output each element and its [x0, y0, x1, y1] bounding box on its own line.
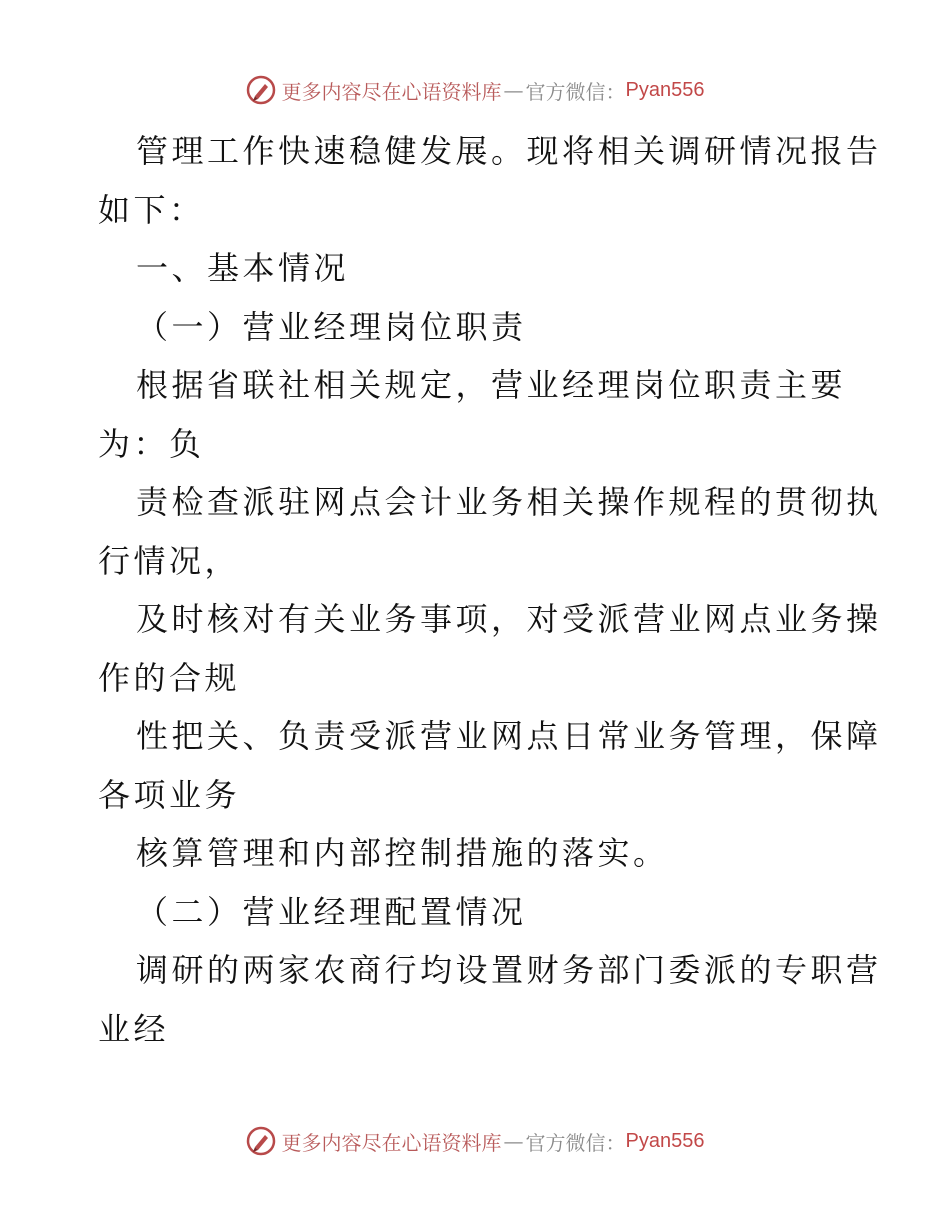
text-line: 各项业务	[98, 775, 241, 814]
pen-logo-icon	[246, 75, 276, 105]
watermark-separator: —	[503, 1129, 524, 1153]
text-line: 责检查派驻网点会计业务相关操作规程的贯彻执	[136, 483, 882, 521]
text-line: 为：负	[98, 424, 205, 463]
watermark-separator: —	[503, 78, 524, 102]
section-heading: 一、基本情况	[136, 249, 350, 287]
watermark-wechat-id: Pyan556	[625, 78, 705, 101]
subsection-heading: （一）营业经理岗位职责	[136, 307, 527, 346]
text-line: 性把关、负责受派营业网点日常业务管理，保障	[136, 717, 882, 755]
watermark-label: 官方微信：	[525, 1130, 626, 1155]
document-body	[98, 122, 882, 1058]
header-watermark	[0, 72, 950, 108]
text-line: 及时核对有关业务事项，对受派营业网点业务操	[136, 600, 882, 638]
pen-logo-icon	[246, 1126, 276, 1156]
text-line: 根据省联社相关规定，营业经理岗位职责主要	[136, 366, 847, 404]
watermark-wechat-id: Pyan556	[625, 1129, 705, 1152]
subsection-heading: （二）营业经理配置情况	[136, 892, 527, 931]
text-line: 核算管理和内部控制措施的落实。	[136, 834, 669, 872]
text-line: 管理工作快速稳健发展。现将相关调研情况报告	[136, 132, 882, 170]
footer-watermark	[0, 1123, 950, 1159]
text-line: 作的合规	[98, 658, 241, 697]
watermark-title: 更多内容尽在心语资料库	[281, 1130, 502, 1155]
text-line: 行情况，	[98, 541, 241, 580]
text-line: 调研的两家农商行均设置财务部门委派的专职营	[136, 951, 882, 989]
text-line: 业经	[98, 1009, 170, 1048]
text-line: 如下：	[98, 190, 205, 229]
watermark-label: 官方微信：	[525, 79, 626, 104]
watermark-title: 更多内容尽在心语资料库	[281, 79, 502, 104]
